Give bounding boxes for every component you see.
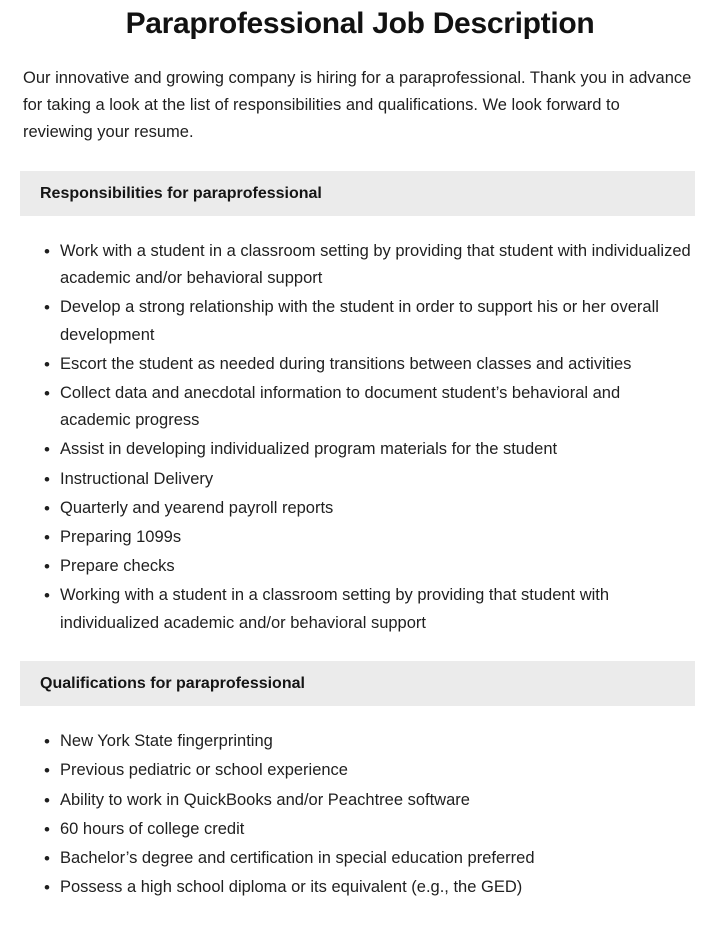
list-item-label: Prepare checks xyxy=(60,557,175,576)
bullet-icon: • xyxy=(44,383,50,403)
list-item-label: Collect data and anecdotal information to document student’s behavioral and academic progress xyxy=(60,383,621,430)
list-item xyxy=(0,874,720,901)
list-item xyxy=(0,757,720,784)
page-title: Paraprofessional Job Description xyxy=(125,7,595,40)
section-header-qualifications xyxy=(20,661,695,706)
bullet-icon: • xyxy=(44,557,50,577)
bullet-icon: • xyxy=(44,761,50,781)
responsibilities-list xyxy=(0,238,720,637)
section-header-responsibilities xyxy=(20,171,695,216)
bullet-icon: • xyxy=(44,440,50,460)
bullet-icon: • xyxy=(44,819,50,839)
bullet-icon: • xyxy=(44,878,50,898)
list-item xyxy=(0,436,720,463)
list-item-label: Possess a high school diploma or its equivalent (e.g., the GED) xyxy=(60,878,523,897)
list-item xyxy=(0,553,720,580)
list-item xyxy=(0,787,720,814)
list-item-label: Preparing 1099s xyxy=(60,528,182,547)
list-item-label: 60 hours of college credit xyxy=(60,819,245,838)
list-item xyxy=(0,524,720,551)
bullet-icon: • xyxy=(44,790,50,810)
list-item-label: New York State fingerprinting xyxy=(60,732,273,751)
bullet-icon: • xyxy=(44,298,50,318)
list-item-label: Quarterly and yearend payroll reports xyxy=(60,498,334,517)
bullet-icon: • xyxy=(44,528,50,548)
list-item xyxy=(0,816,720,843)
bullet-icon: • xyxy=(44,469,50,489)
bullet-icon: • xyxy=(44,848,50,868)
section-heading-label: Responsibilities for paraprofessional xyxy=(40,184,322,202)
list-item xyxy=(0,495,720,522)
list-item xyxy=(0,845,720,872)
list-item-label: Instructional Delivery xyxy=(60,469,214,488)
section-heading-label: Qualifications for paraprofessional xyxy=(40,674,305,692)
list-item xyxy=(0,380,720,434)
section-responsibilities xyxy=(0,171,720,637)
list-item-label: Previous pediatric or school experience xyxy=(60,761,348,780)
bottom-spacer xyxy=(0,903,720,937)
list-item-label: Work with a student in a classroom setting by providing that student with individualized academic and/or behavioral support xyxy=(60,241,691,288)
list-item xyxy=(0,582,720,636)
bullet-icon: • xyxy=(44,241,50,261)
list-item-label: Ability to work in QuickBooks and/or Peachtree software xyxy=(60,790,470,809)
list-item xyxy=(0,466,720,493)
list-item-label: Escort the student as needed during transitions between classes and activities xyxy=(60,354,632,373)
bullet-icon: • xyxy=(44,586,50,606)
bullet-icon: • xyxy=(44,498,50,518)
list-item xyxy=(0,351,720,378)
list-item xyxy=(0,238,720,292)
list-item-label: Develop a strong relationship with the student in order to support his or her overall development xyxy=(60,298,659,344)
intro-paragraph: Our innovative and growing company is hiring for a paraprofessional. Thank you in advance for taking a look at the list of responsibilities and qualifications. We look forward to reviewing your resume. xyxy=(23,69,692,142)
list-item xyxy=(0,728,720,755)
section-qualifications xyxy=(0,661,720,902)
list-item-label: Assist in developing individualized program materials for the student xyxy=(60,440,558,459)
list-item-label: Bachelor’s degree and certification in special education preferred xyxy=(60,848,535,867)
qualifications-list xyxy=(0,728,720,901)
bullet-icon: • xyxy=(44,732,50,752)
bullet-icon: • xyxy=(44,354,50,374)
list-item xyxy=(0,294,720,348)
list-item-label: Working with a student in a classroom setting by providing that student with individualized academic and/or behavioral support xyxy=(60,586,610,632)
